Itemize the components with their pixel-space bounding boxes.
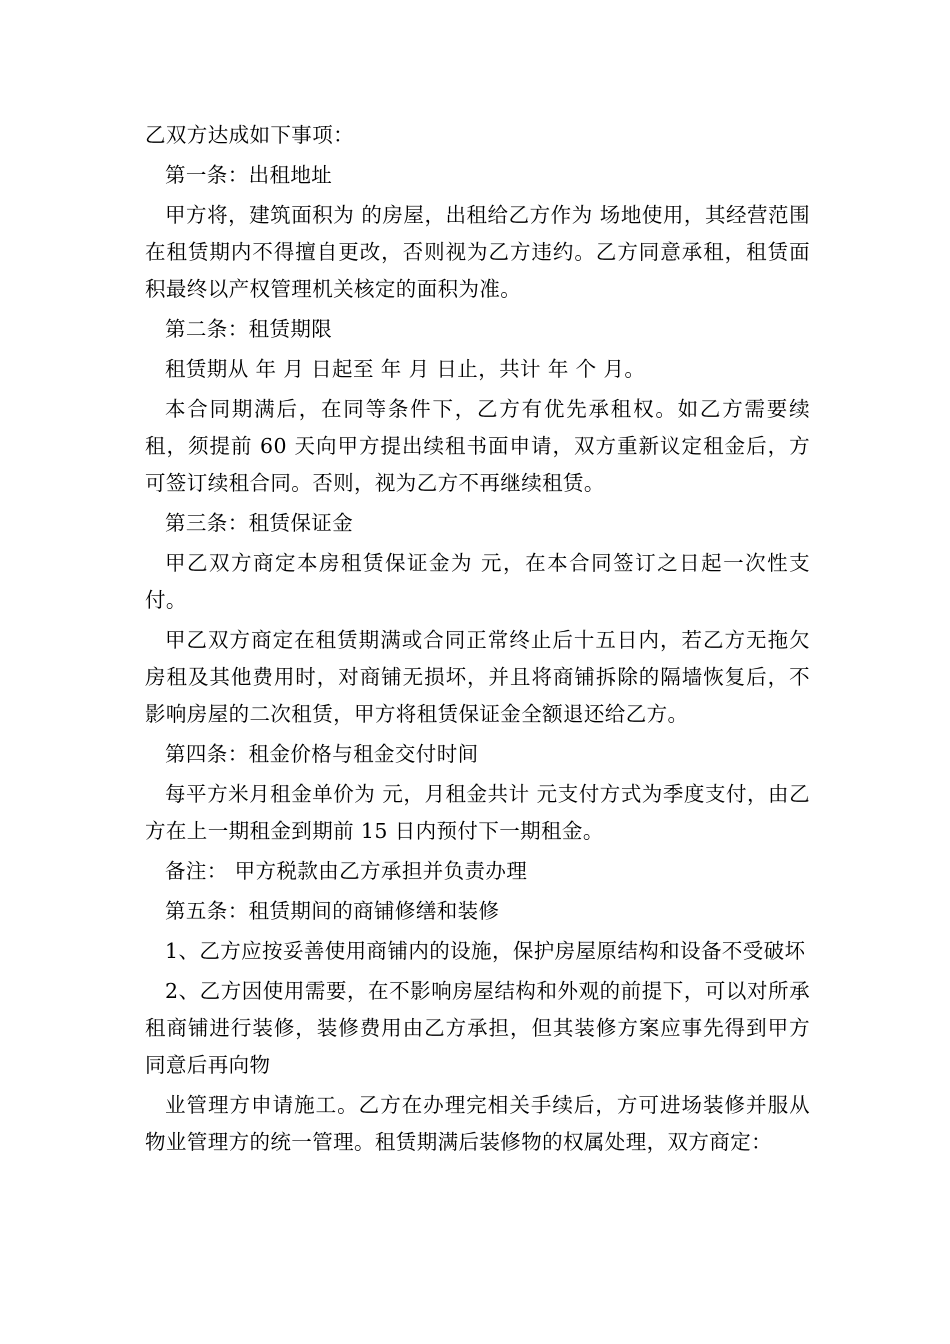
article-4-rent: 每平方米月租金单价为 元，月租金共计 元支付方式为季度支付，由乙方在上一期租金到期前 15 日内预付下一期租金。 (145, 782, 810, 843)
article-5-item-2-cont: 业管理方申请施工。乙方在办理完相关手续后，方可进场装修并服从物业管理方的统一管理。租赁期满后装修物的权属处理，双方商定： (145, 1093, 810, 1154)
article-3-heading: 第三条：租赁保证金 (165, 511, 354, 535)
article-2-term: 租赁期从 年 月 日起至 年 月 日止，共计 年 个 月。 (165, 357, 646, 381)
paragraph-intro: 乙双方达成如下事项： (145, 123, 354, 147)
article-2-heading: 第二条：租赁期限 (165, 317, 333, 341)
article-4-note: 备注： 甲方税款由乙方承担并负责办理 (165, 859, 528, 883)
article-3-deposit: 甲乙双方商定本房租赁保证金为 元，在本合同签订之日起一次性支付。 (145, 551, 810, 612)
article-5-item-1: 1、乙方应按妥善使用商铺内的设施，保护房屋原结构和设备不受破坏 (165, 939, 806, 963)
article-1-heading: 第一条：出租地址 (165, 163, 333, 187)
article-4-heading: 第四条：租金价格与租金交付时间 (165, 742, 479, 766)
article-5-item-2: 2、乙方因使用需要，在不影响房屋结构和外观的前提下，可以对所承租商铺进行装修，装修费用由乙方承担，但其装修方案应事先得到甲方同意后再向物 (145, 979, 810, 1077)
article-5-heading: 第五条：租赁期间的商铺修缮和装修 (165, 899, 500, 923)
article-1-text: 甲方将，建筑面积为 的房屋，出租给乙方作为 场地使用，其经营范围在租赁期内不得擅自更改，否则视为乙方违约。乙方同意承租，租赁面积最终以产权管理机关核定的面积为准。 (145, 203, 810, 301)
article-3-refund: 甲乙双方商定在租赁期满或合同正常终止后十五日内，若乙方无拖欠房租及其他费用时，对商铺无损坏，并且将商铺拆除的隔墙恢复后，不影响房屋的二次租赁，甲方将租赁保证金全额退还给乙方。 (145, 628, 810, 726)
article-2-renewal: 本合同期满后，在同等条件下，乙方有优先承租权。如乙方需要续租，须提前 60 天向甲方提出续租书面申请，双方重新议定租金后，方可签订续租合同。否则，视为乙方不再继续租赁。 (145, 397, 810, 495)
document-body (145, 117, 810, 1164)
